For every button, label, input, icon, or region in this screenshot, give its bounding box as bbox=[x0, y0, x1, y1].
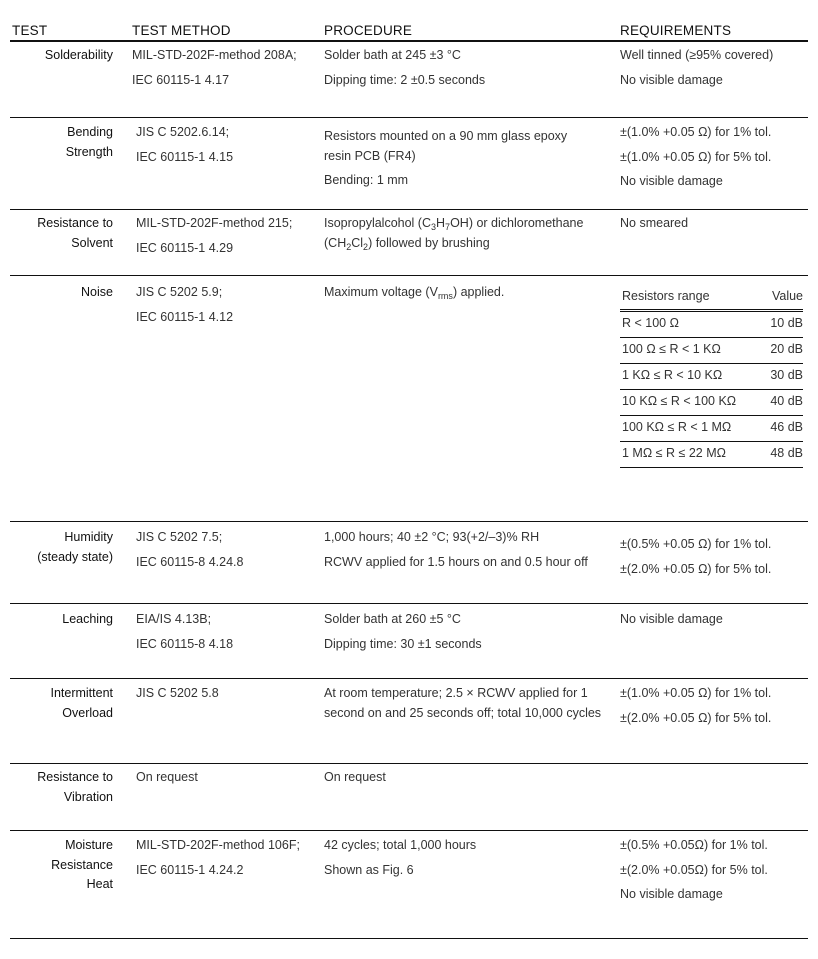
row-divider bbox=[10, 521, 808, 522]
header-test-method: TEST METHOD bbox=[132, 23, 231, 38]
test-method: MIL-STD-202F-method 208A; IEC 60115-1 4.17 bbox=[132, 48, 297, 87]
test-name: Humidity (steady state) bbox=[37, 530, 113, 564]
test-name: Moisture Resistance Heat bbox=[51, 838, 113, 891]
test-method: On request bbox=[136, 770, 198, 784]
test-name: Bending Strength bbox=[65, 125, 113, 159]
header-requirements: REQUIREMENTS bbox=[620, 23, 732, 38]
procedure: At room temperature; 2.5 × RCWV applied for 1 second on and 25 seconds off; total 10,000 cycles bbox=[324, 686, 602, 720]
row-divider bbox=[10, 209, 808, 210]
test-method: MIL-STD-202F-method 215; IEC 60115-1 4.29 bbox=[136, 216, 293, 255]
requirements: No smeared bbox=[620, 216, 689, 230]
requirements: ±(0.5% +0.05Ω) for 1% tol. ±(2.0% +0.05Ω) for 5% tol. No visible damage bbox=[620, 838, 768, 901]
test-name: Intermittent Overload bbox=[50, 686, 113, 720]
noise-table-row: R < 100 Ω 10 dB bbox=[620, 312, 803, 338]
noise-table-row: 1 KΩ ≤ R < 10 KΩ 30 dB bbox=[620, 364, 803, 390]
noise-table-row: 100 Ω ≤ R < 1 KΩ 20 dB bbox=[620, 338, 803, 364]
noise-table-row: 1 MΩ ≤ R ≤ 22 MΩ 48 dB bbox=[620, 442, 803, 468]
header-procedure: PROCEDURE bbox=[324, 23, 413, 38]
requirements: ±(1.0% +0.05 Ω) for 1% tol. ±(2.0% +0.05 Ω) for 5% tol. bbox=[620, 686, 772, 725]
row-divider bbox=[10, 678, 808, 679]
procedure: Resistors mounted on a 90 mm glass epoxy resin PCB (FR4) Bending: 1 mm bbox=[324, 129, 568, 187]
test-name: Solderability bbox=[44, 48, 113, 62]
noise-table bbox=[620, 283, 803, 468]
requirements: ±(0.5% +0.05 Ω) for 1% tol. ±(2.0% +0.05 Ω) for 5% tol. bbox=[620, 537, 772, 576]
procedure: On request bbox=[324, 770, 386, 784]
procedure: Isopropylalcohol $(C_3H_7OH)$ or dichloromethane $(CH_2Cl_2)$ followed by brushing bbox=[324, 216, 584, 252]
test-name: Resistance to Solvent bbox=[37, 216, 113, 250]
procedure: 1,000 hours; 40 ±2 °C; 93(+2/–3)% RH RCWV applied for 1.5 hours on and 0.5 hour off bbox=[324, 530, 588, 569]
noise-table-row: 100 KΩ ≤ R < 1 MΩ 46 dB bbox=[620, 416, 803, 442]
procedure: Solder bath at 260 ±5 °C Dipping time: 30 ±1 seconds bbox=[324, 612, 482, 651]
test-method: MIL-STD-202F-method 106F; IEC 60115-1 4.24.2 bbox=[136, 838, 300, 877]
procedure: 42 cycles; total 1,000 hours Shown as Fig. 6 bbox=[324, 838, 477, 877]
noise-table-row: 10 KΩ ≤ R < 100 KΩ 40 dB bbox=[620, 390, 803, 416]
requirements: Well tinned (≥95% covered) No visible damage bbox=[620, 48, 774, 87]
row-divider bbox=[10, 275, 808, 276]
row-divider bbox=[10, 938, 808, 939]
row-divider bbox=[10, 117, 808, 118]
row-divider bbox=[10, 763, 808, 764]
test-name: Resistance to Vibration bbox=[37, 770, 113, 804]
test-method: JIS C 5202 5.8 bbox=[136, 686, 219, 700]
test-name: Noise bbox=[81, 285, 113, 299]
procedure: Solder bath at 245 ±3 °C Dipping time: 2 ±0.5 seconds bbox=[324, 48, 486, 87]
procedure: Maximum voltage $(V_{rms})$ applied. bbox=[324, 285, 505, 301]
test-method: JIS C 5202 5.9; IEC 60115-1 4.12 bbox=[136, 285, 234, 324]
header-test: TEST bbox=[12, 23, 48, 38]
test-name: Leaching bbox=[62, 612, 113, 626]
requirements: ±(1.0% +0.05 Ω) for 1% tol. ±(1.0% +0.05 Ω) for 5% tol. No visible damage bbox=[620, 125, 772, 188]
test-method: EIA/IS 4.13B; IEC 60115-8 4.18 bbox=[136, 612, 234, 651]
requirements: No visible damage bbox=[620, 612, 723, 626]
header-rule bbox=[10, 40, 808, 42]
row-divider bbox=[10, 830, 808, 831]
noise-table-header: Resistors range Value bbox=[620, 283, 803, 312]
row-divider bbox=[10, 603, 808, 604]
test-method: JIS C 5202.6.14; IEC 60115-1 4.15 bbox=[136, 125, 234, 164]
test-method: JIS C 5202 7.5; IEC 60115-8 4.24.8 bbox=[136, 530, 244, 569]
